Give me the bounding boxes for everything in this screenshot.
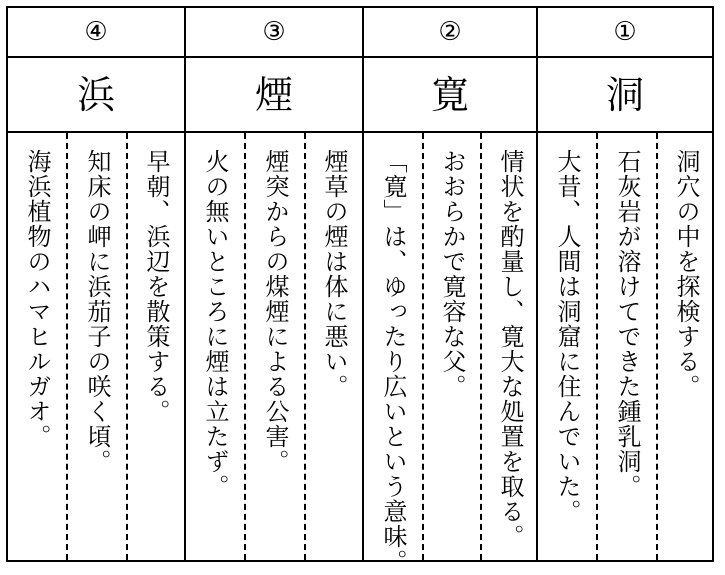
example-sentence-cell xyxy=(480,133,538,560)
column-number-cell xyxy=(538,8,712,58)
example-sentences xyxy=(364,133,536,574)
column-number: ③ xyxy=(262,17,286,47)
kanji-character: 寛 xyxy=(430,72,469,117)
example-sentence: 煙草の煙は体に悪い。 xyxy=(320,149,348,399)
kanji-header-cell xyxy=(538,58,712,133)
kanji-header-cell xyxy=(186,58,362,133)
example-sentence-cell xyxy=(244,133,304,560)
example-sentence: 知床の岬に浜茄子の咲く頃。 xyxy=(83,149,111,474)
column-number: ① xyxy=(613,17,637,47)
example-sentence-cell xyxy=(8,133,66,560)
example-sentence: 煙突からの煤煙による公害。 xyxy=(261,149,289,474)
example-sentence-cell xyxy=(538,133,596,560)
example-sentence: 情状を酌量し、寛大な処置を取る。 xyxy=(496,149,524,549)
example-sentence-cell xyxy=(66,133,126,560)
example-sentence-cell xyxy=(422,133,480,560)
kanji-header-cell xyxy=(8,58,184,133)
example-sentence: 早朝、浜辺を散策する。 xyxy=(142,149,170,424)
example-sentence: 海浜植物のハマヒルガオ。 xyxy=(23,149,51,449)
kanji-column-4 xyxy=(8,8,184,560)
example-sentence-cell xyxy=(126,133,184,560)
kanji-character: 洞 xyxy=(605,72,644,117)
kanji-worksheet xyxy=(6,6,714,574)
example-sentence-cell xyxy=(596,133,656,560)
example-sentences xyxy=(8,133,184,560)
kanji-column-1 xyxy=(536,8,712,560)
example-sentences xyxy=(538,133,712,560)
example-sentence-cell xyxy=(656,133,714,560)
kanji-column-2 xyxy=(362,8,536,574)
example-sentence: 洞穴の中を探検する。 xyxy=(672,149,700,399)
example-sentence-cell xyxy=(304,133,362,560)
example-sentence: 「寛」は、ゆったり広いという意味。 xyxy=(379,149,407,574)
column-number-cell xyxy=(364,8,536,58)
column-number-cell xyxy=(8,8,184,58)
kanji-column-3 xyxy=(184,8,362,560)
example-sentence-cell xyxy=(364,133,422,574)
example-sentence: 石灰岩が溶けてできた鍾乳洞。 xyxy=(613,149,641,499)
kanji-character: 煙 xyxy=(254,72,293,117)
column-number-cell xyxy=(186,8,362,58)
kanji-header-cell xyxy=(364,58,536,133)
example-sentence: 大昔、人間は洞窟に住んでいた。 xyxy=(553,149,581,524)
kanji-character: 浜 xyxy=(76,72,115,117)
example-sentence: おおらかで寛容な父。 xyxy=(438,149,466,399)
column-number: ② xyxy=(438,17,462,47)
example-sentence: 火の無いところに煙は立たず。 xyxy=(201,149,229,499)
example-sentence-cell xyxy=(186,133,244,560)
example-sentences xyxy=(186,133,362,560)
column-number: ④ xyxy=(84,17,108,47)
